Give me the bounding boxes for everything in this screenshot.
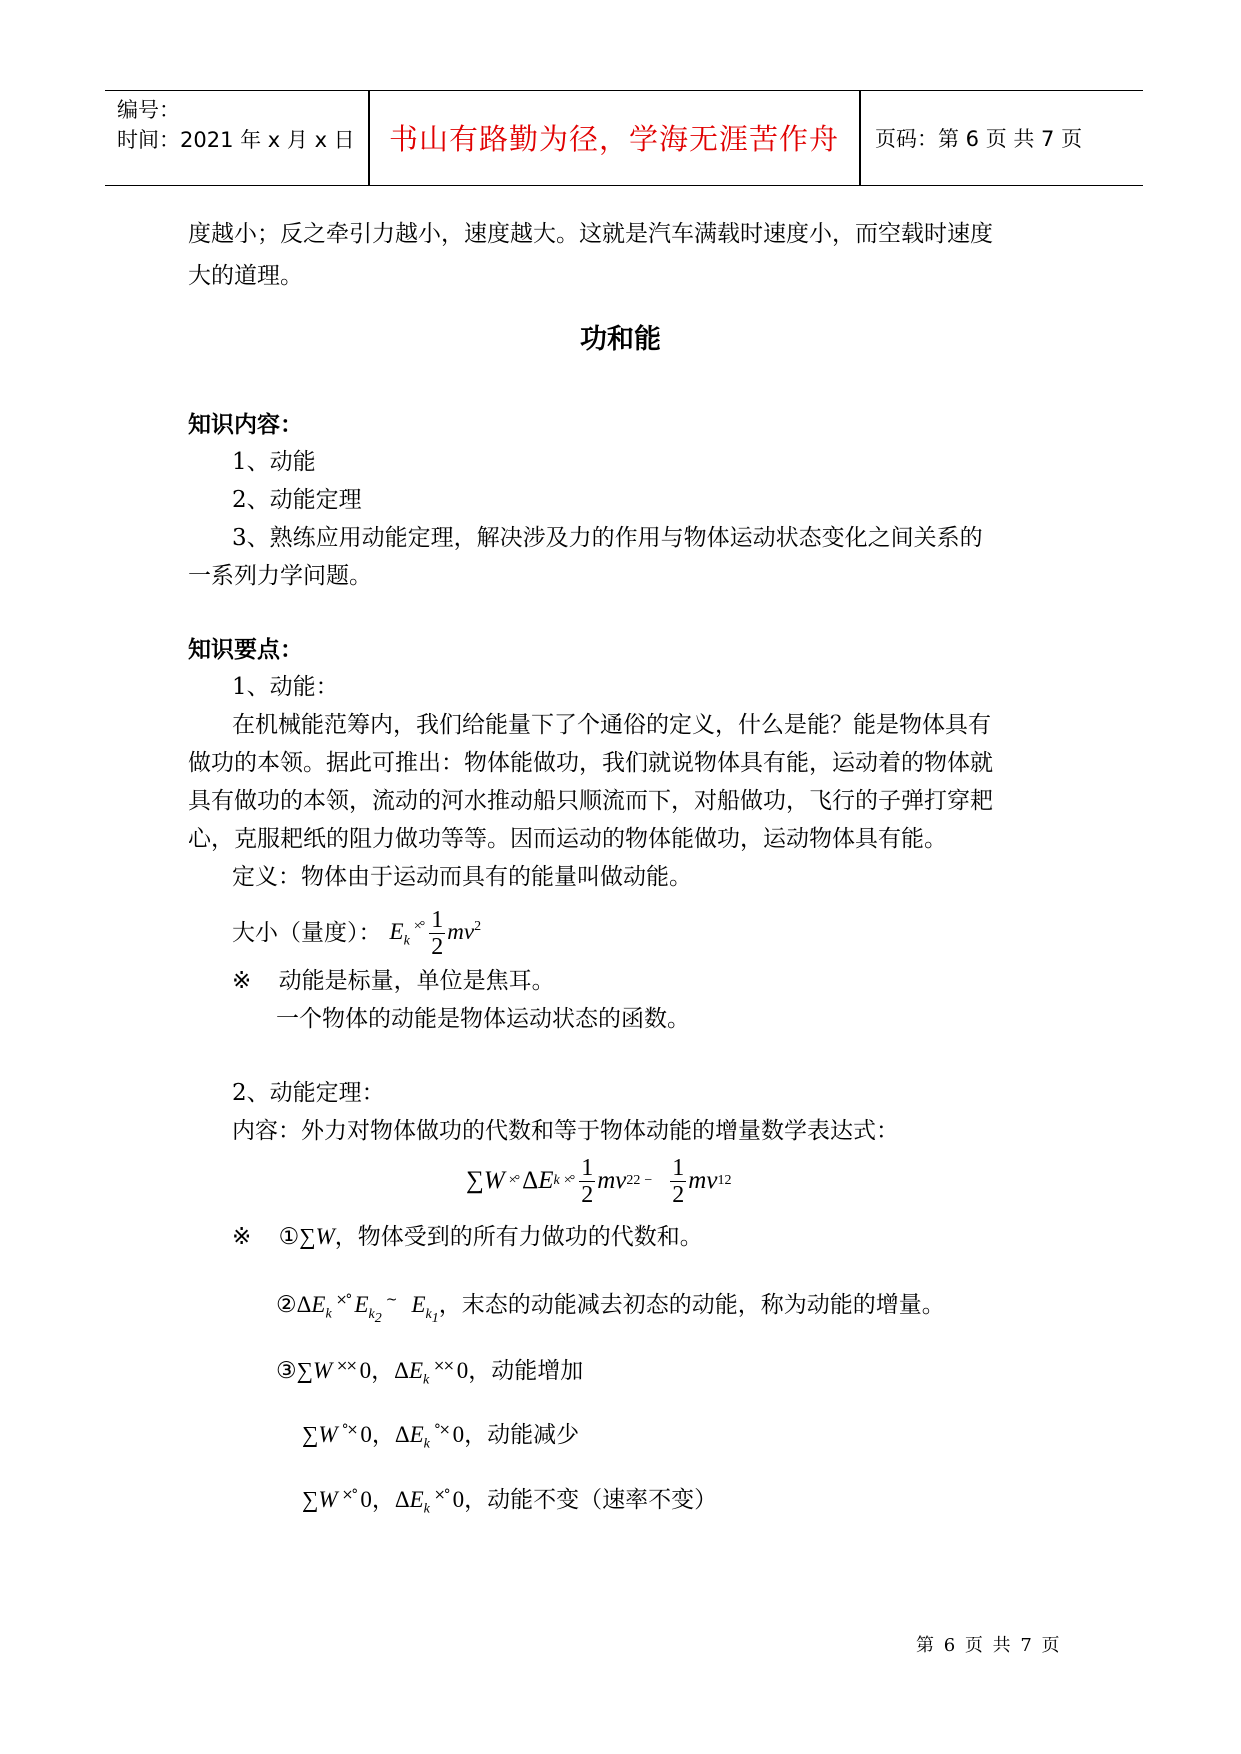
paragraph-line: 具有做功的本领，流动的河水推动船只顺流而下，对船做功，飞行的子弹打穿耙 <box>188 788 993 814</box>
intro-line: 度越小；反之牵引力越小，速度越大。这就是汽车满载时速度小，而空载时速度 <box>188 221 993 247</box>
definition: 定义：物体由于运动而具有的能量叫做动能。 <box>232 864 692 890</box>
case-decrease: ，动能减少 <box>464 1422 580 1448</box>
note-mark: ※ <box>232 968 252 994</box>
theorem-content: 内容：外力对物体做功的代数和等于物体动能的增量数学表达式： <box>232 1118 899 1144</box>
list-item: 1、动能 <box>232 449 316 475</box>
time-label: 时间：2021 年 x 月 x 日 <box>117 128 355 152</box>
header-divider <box>859 91 861 185</box>
list-item: 2、动能定理 <box>232 487 362 513</box>
note-text: 动能是标量，单位是焦耳。 <box>278 968 555 994</box>
knowledge-content-heading: 知识内容： <box>188 412 303 438</box>
explanation-line: ※ ①∑W，物体受到的所有力做功的代数和。 <box>232 1224 703 1250</box>
sum-note: ，物体受到的所有力做功的代数和。 <box>334 1224 703 1250</box>
subheading: 1、动能： <box>232 674 339 700</box>
subheading: 2、动能定理： <box>232 1080 385 1106</box>
kinetic-energy-formula-line <box>232 902 481 964</box>
note-text: 一个物体的动能是物体运动状态的函数。 <box>276 1006 690 1032</box>
case-line: ∑W °× 0，$\Delta E_k^{^\circ\times}$ 0，动能减少 <box>302 1422 580 1452</box>
paragraph-line: 在机械能范筹内，我们给能量下了个通俗的定义，什么是能？能是物体具有 <box>232 712 991 738</box>
list-item: 一系列力学问题。 <box>188 563 372 589</box>
key-points-heading: 知识要点： <box>188 637 303 663</box>
case-line: ③∑W ×× 0，$\Delta E_k^{\times\times}$ 0，动能增加 <box>276 1358 584 1388</box>
work-energy-formula: ∑ W ×° Δ E k ×° $\frac{1}{2}$ mv 2 2 − $\frac{1}{2}$ mv 1 2 <box>466 1154 732 1208</box>
number-label: 编号： <box>117 98 180 122</box>
case-increase: ，动能增加 <box>468 1358 584 1384</box>
list-item: 3、熟练应用动能定理，解决涉及力的作用与物体运动状态变化之间关系的 <box>232 525 983 551</box>
page-footer: 第 6 页 共 7 页 <box>916 1635 1062 1656</box>
paragraph-line: 做功的本领。据此可推出：物体能做功，我们就说物体具有能，运动着的物体就 <box>188 750 993 776</box>
case-same: ，动能不变（速率不变） <box>464 1487 718 1513</box>
paragraph-line: 心，克服耙纸的阻力做功等等。因而运动的物体能做功，运动物体具有能。 <box>188 826 947 852</box>
size-label: 大小（量度）： <box>232 920 382 946</box>
note-mark: ※ <box>232 1224 252 1250</box>
note-line <box>232 966 555 996</box>
section-title: 功和能 <box>580 324 661 355</box>
intro-line: 大的道理。 <box>188 263 303 289</box>
header-motto: 书山有路勤为径，学海无涯苦作舟 <box>388 122 839 156</box>
page-header <box>105 90 1143 186</box>
kinetic-energy-formula: $E_k^{\times^\circ}$ $\frac{1}{2}$ $mv^2$ <box>389 906 482 960</box>
header-page-info: 页码：第 6 页 共 7 页 <box>875 127 1083 151</box>
case-line: ∑W ×° 0，$\Delta E_k^{\times^\circ}$ 0，动能不变（速率不变） <box>302 1487 718 1517</box>
header-left <box>117 95 355 155</box>
delta-note: ，末态的动能减去初态的动能，称为动能的增量。 <box>438 1292 945 1318</box>
explanation-line: $②\Delta E_k^{\times^\circ}$ $E_{k_2}^\sim$ $E_{k_1}$，末态的动能减去初态的动能，称为动能的增量。 <box>276 1292 945 1326</box>
